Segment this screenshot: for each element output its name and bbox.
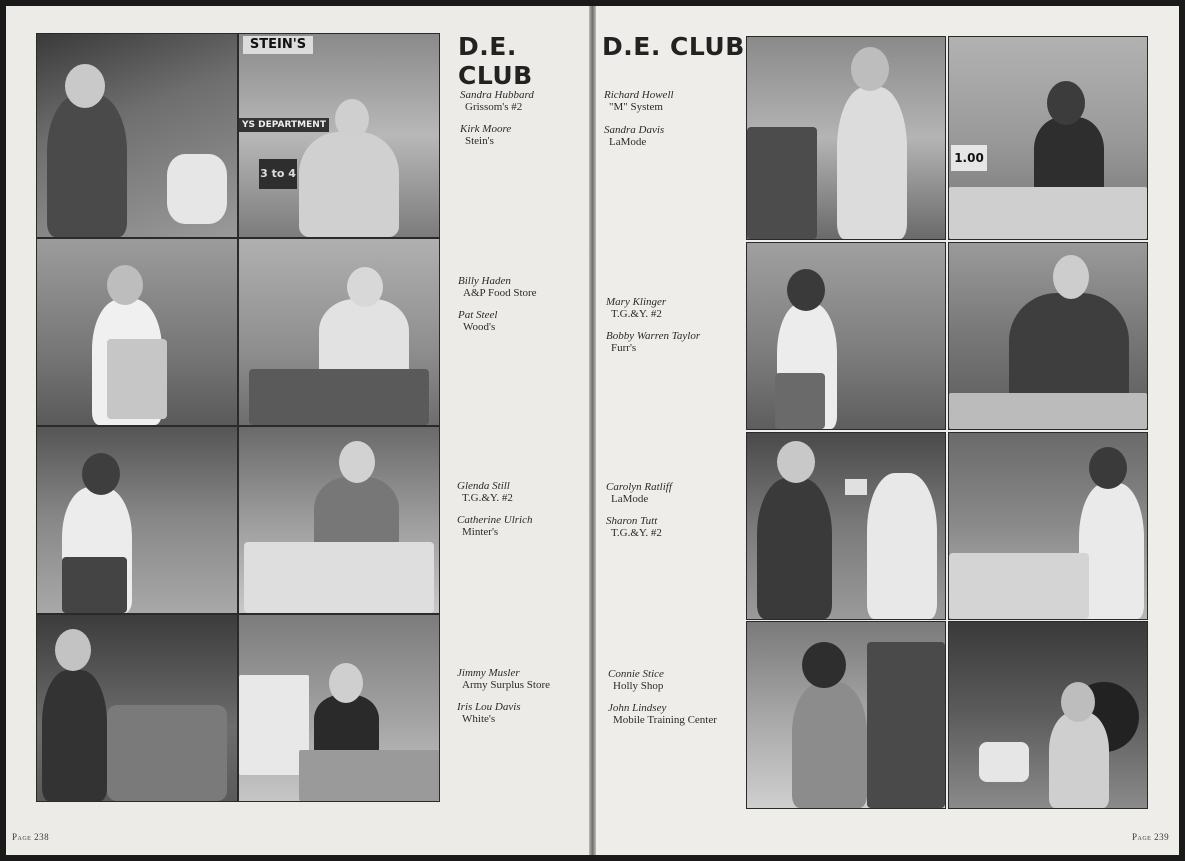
photo-john-lindsey: [948, 621, 1148, 809]
left-page: [6, 6, 589, 855]
entry: [606, 330, 700, 354]
entry-name: John Lindsey: [608, 702, 667, 714]
entry-store: LaMode: [609, 136, 647, 148]
photo-sharon-tutt: [948, 432, 1148, 620]
entry-store: "M" System: [609, 101, 663, 113]
entry: [606, 481, 672, 505]
entry-name: Iris Lou Davis: [457, 701, 521, 713]
entry-name: Kirk Moore: [460, 123, 512, 135]
entry: [458, 309, 497, 333]
entry-name: Bobby Warren Taylor: [606, 330, 701, 342]
entry-name: Richard Howell: [604, 89, 674, 101]
photo-jimmy-musler: [36, 614, 238, 802]
photo-kirk-moore: [238, 33, 440, 238]
photo-carolyn-ratliff: [746, 432, 946, 620]
photo-sandra-davis: [948, 36, 1148, 240]
entry: [457, 667, 550, 691]
price-sign: 1.00: [951, 145, 987, 171]
entry: [457, 514, 532, 538]
entry-store: T.G.&Y. #2: [611, 308, 662, 320]
entry: [606, 515, 662, 539]
entry: [606, 296, 666, 320]
entry: [457, 701, 521, 725]
entry-store: Army Surplus Store: [462, 679, 550, 691]
entry-name: Connie Stice: [608, 668, 664, 680]
entry-store: LaMode: [611, 493, 649, 505]
tag-sign: [845, 479, 867, 495]
left-page-title: D.E. CLUB: [458, 32, 533, 90]
department-sign: YS DEPARTMENT: [239, 118, 329, 132]
entry: [608, 668, 664, 692]
right-page: [596, 6, 1179, 855]
entry-name: Catherine Ulrich: [457, 514, 533, 526]
entry-store: Mobile Training Center: [613, 714, 717, 726]
entry-name: Jimmy Musler: [457, 667, 520, 679]
entry: [457, 480, 513, 504]
entry-store: T.G.&Y. #2: [462, 492, 513, 504]
photo-catherine-ulrich: [238, 426, 440, 614]
entry-name: Billy Haden: [458, 275, 511, 287]
entry-store: White's: [462, 713, 496, 725]
entry-name: Pat Steel: [458, 309, 498, 321]
photo-iris-lou-davis: [238, 614, 440, 802]
entry: [604, 89, 674, 113]
photo-richard-howell: [746, 36, 946, 240]
entry-store: Furr's: [611, 342, 637, 354]
entry: [458, 275, 537, 299]
entry: [608, 702, 717, 726]
size-sign: 3 to 4: [259, 159, 297, 189]
entry-store: Grissom's #2: [465, 101, 523, 113]
page-number: Page 239: [1132, 832, 1170, 842]
photo-glenda-still: [36, 426, 238, 614]
entry-store: Wood's: [463, 321, 496, 333]
entry: [460, 123, 511, 147]
entry-name: Carolyn Ratliff: [606, 481, 672, 493]
right-page-title: D.E. CLUB: [602, 32, 745, 61]
photo-pat-steel: [238, 238, 440, 426]
steins-sign: STEIN'S: [243, 36, 313, 54]
page-number: Page 238: [12, 832, 50, 842]
photo-sandra-hubbard: [36, 33, 238, 238]
entry-store: Stein's: [465, 135, 494, 147]
entry-store: T.G.&Y. #2: [611, 527, 662, 539]
photo-bobby-warren-taylor: [948, 242, 1148, 430]
photo-connie-stice: [746, 621, 946, 809]
entry-name: Glenda Still: [457, 480, 510, 492]
book-gutter: [589, 6, 596, 855]
entry-name: Mary Klinger: [606, 296, 667, 308]
entry: [460, 89, 534, 113]
entry-store: Holly Shop: [613, 680, 664, 692]
entry: [604, 124, 664, 148]
entry-name: Sandra Hubbard: [460, 89, 534, 101]
photo-mary-klinger: [746, 242, 946, 430]
entry-name: Sandra Davis: [604, 124, 665, 136]
entry-store: Minter's: [462, 526, 499, 538]
entry-name: Sharon Tutt: [606, 515, 658, 527]
photo-billy-haden: [36, 238, 238, 426]
entry-store: A&P Food Store: [463, 287, 537, 299]
